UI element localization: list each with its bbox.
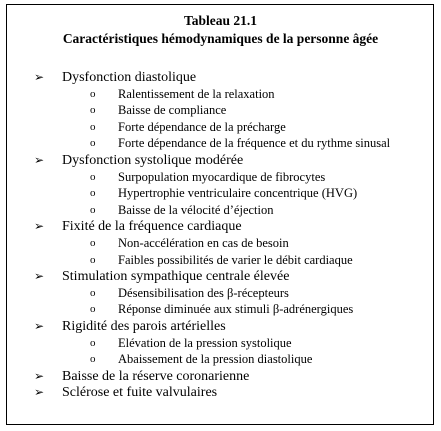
- sub-list-item-label: Faibles possibilités de varier le débit cardiaque: [118, 252, 353, 267]
- table-subtitle: Caractéristiques hémodynamiques de la personne âgée: [62, 31, 379, 46]
- sub-list-item-label: Hypertrophie ventriculaire concentrique (HVG): [118, 186, 358, 201]
- circle-bullet-icon: o: [90, 87, 96, 100]
- sub-list-item-label: Baisse de compliance: [118, 103, 227, 118]
- circle-bullet-icon: o: [90, 353, 96, 366]
- circle-bullet-icon: o: [90, 120, 96, 133]
- list-item-label: Sclérose et fuite valvulaires: [62, 385, 218, 401]
- circle-bullet-icon: o: [90, 104, 96, 117]
- circle-bullet-icon: o: [90, 253, 96, 266]
- circle-bullet-icon: o: [90, 203, 96, 216]
- sub-list-item-label: Baisse de la vélocité d’éjection: [118, 202, 274, 217]
- sub-list-item-label: Surpopulation myocardique de fibrocytes: [118, 169, 326, 184]
- circle-bullet-icon: o: [90, 170, 96, 183]
- arrow-bullet-icon: ➢: [34, 269, 45, 284]
- sub-list-item-label: Elévation de la pression systolique: [118, 335, 292, 350]
- circle-bullet-icon: o: [90, 137, 96, 150]
- sub-list-item-label: Forte dépendance de la précharge: [118, 119, 286, 134]
- table-title: Tableau 21.1: [183, 13, 258, 28]
- arrow-bullet-icon: ➢: [34, 153, 45, 167]
- circle-bullet-icon: o: [90, 187, 96, 200]
- list-item-label: Fixité de la fréquence cardiaque: [62, 219, 242, 235]
- sub-list-item-label: Ralentissement de la relaxation: [118, 86, 275, 101]
- sub-list-item-label: Désensibilisation des β-récepteurs: [118, 285, 289, 300]
- list-item-label: Stimulation sympathique centrale élevée: [62, 269, 290, 285]
- list-item-label: Dysfonction systolique modérée: [62, 153, 244, 168]
- circle-bullet-icon: o: [90, 336, 96, 349]
- arrow-bullet-icon: ➢: [34, 70, 45, 84]
- sub-list-item-label: Forte dépendance de la fréquence et du rythme sinusal: [118, 136, 391, 151]
- arrow-bullet-icon: ➢: [34, 319, 45, 333]
- arrow-bullet-icon: ➢: [34, 385, 45, 400]
- arrow-bullet-icon: ➢: [34, 219, 45, 234]
- circle-bullet-icon: o: [90, 303, 96, 316]
- circle-bullet-icon: o: [90, 286, 96, 299]
- list-item-label: Dysfonction diastolique: [62, 70, 197, 85]
- list-item-label: Rigidité des parois artérielles: [62, 319, 226, 334]
- sub-list-item-label: Réponse diminuée aux stimuli β-adrénergiques: [118, 302, 354, 317]
- arrow-bullet-icon: ➢: [34, 368, 45, 383]
- sub-list-item-label: Non-accélération en cas de besoin: [118, 236, 289, 250]
- list-item-label: Baisse de la réserve coronarienne: [62, 368, 250, 384]
- circle-bullet-icon: o: [90, 237, 96, 249]
- sub-list-item-label: Abaissement de la pression diastolique: [118, 352, 313, 367]
